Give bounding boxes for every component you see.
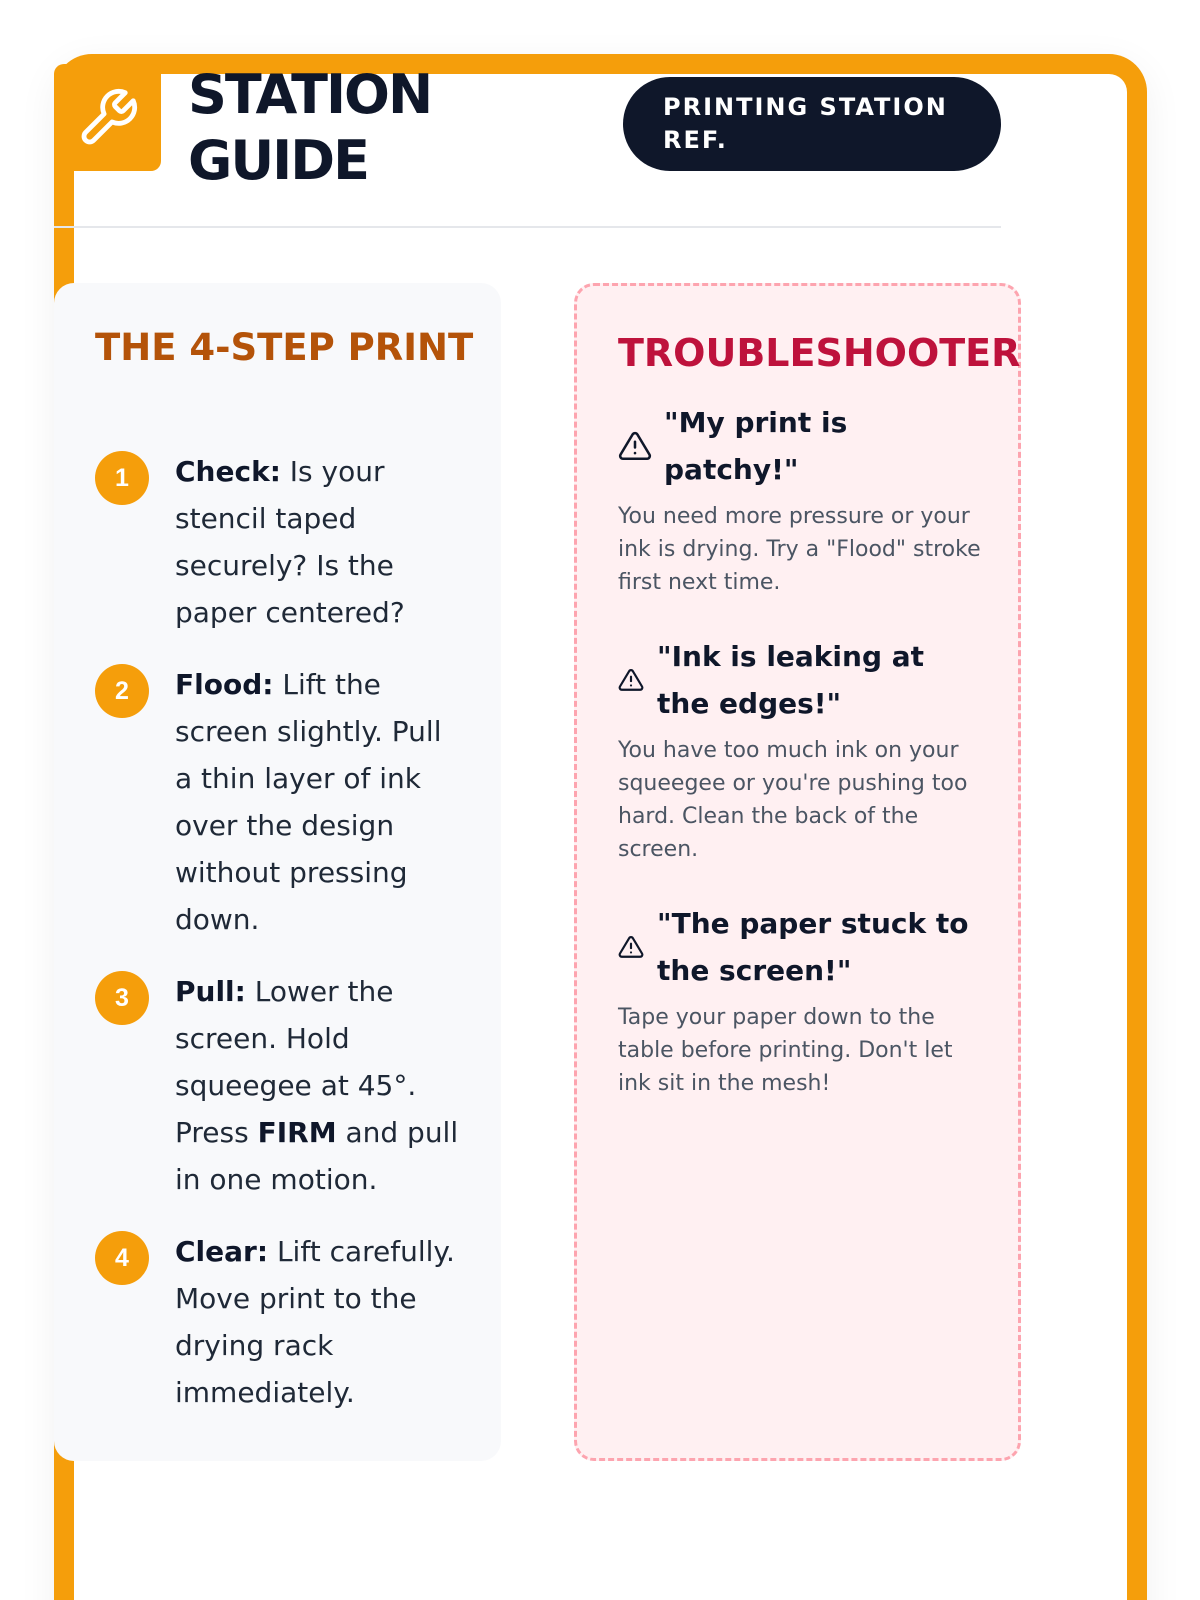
title-line-1: STATION (188, 63, 432, 126)
issue-item (618, 399, 983, 599)
issue-item (618, 900, 983, 1100)
issue-question: "Ink is leaking at the edges!" (657, 640, 925, 720)
step-number-badge: 4 (95, 1231, 149, 1285)
issue-answer: You have too much ink on your squeegee or you're pushing too hard. Clean the back of the screen. (618, 738, 968, 862)
warning-icon (618, 934, 644, 960)
step-label: Flood: (175, 668, 274, 701)
step-number-badge: 1 (95, 451, 149, 505)
header (54, 63, 1001, 192)
issue-answer: You need more pressure or your ink is drying. Try a "Flood" stroke first next time. (618, 504, 981, 595)
warning-icon (618, 429, 652, 463)
step-description-end: and pull in one motion. (175, 1116, 459, 1196)
step-number-badge: 2 (95, 664, 149, 718)
step-item (95, 448, 475, 636)
step-description: Lift carefully. Move print to the drying rack immediately. (175, 1235, 455, 1409)
troubleshooter-panel (574, 283, 1021, 1461)
issue-heading (618, 633, 983, 727)
issue-question: "My print is patchy!" (664, 406, 848, 486)
step-number-badge: 3 (95, 971, 149, 1025)
logo-badge (54, 64, 161, 171)
steps-panel (54, 283, 501, 1461)
issues-list (618, 399, 983, 1134)
step-label: Clear: (175, 1235, 269, 1268)
step-text (175, 1228, 467, 1416)
step-item (95, 1228, 475, 1416)
issue-question: "The paper stuck to the screen!" (657, 907, 969, 987)
step-text (175, 448, 467, 636)
station-ref-badge: PRINTING STATION REF. (623, 77, 1001, 171)
warning-icon (618, 667, 644, 693)
step-label: Pull: (175, 975, 246, 1008)
wrench-icon (76, 86, 140, 150)
issue-heading (618, 900, 983, 994)
page-title (188, 62, 568, 194)
issue-answer: Tape your paper down to the table before printing. Don't let ink sit in the mesh! (618, 1005, 953, 1096)
step-description: Lift the screen slightly. Pull a thin layer of ink over the design without pressing down. (175, 668, 442, 936)
step-label: Check: (175, 455, 281, 488)
step-description: Is your stencil taped securely? Is the paper centered? (175, 455, 405, 629)
steps-title: THE 4-STEP PRINT (95, 326, 474, 369)
header-divider (54, 226, 1001, 228)
step-item (95, 661, 475, 943)
title-line-2: GUIDE (188, 129, 368, 192)
step-item (95, 968, 475, 1203)
step-emphasis: FIRM (257, 1116, 337, 1149)
issue-heading (618, 399, 983, 493)
troubleshooter-title: TROUBLESHOOTER (618, 331, 1021, 375)
issue-item (618, 633, 983, 866)
steps-list (95, 448, 475, 1441)
step-description: Lower the screen. Hold squeegee at 45°. Press (175, 975, 417, 1149)
step-text (175, 661, 467, 943)
step-text (175, 968, 467, 1203)
